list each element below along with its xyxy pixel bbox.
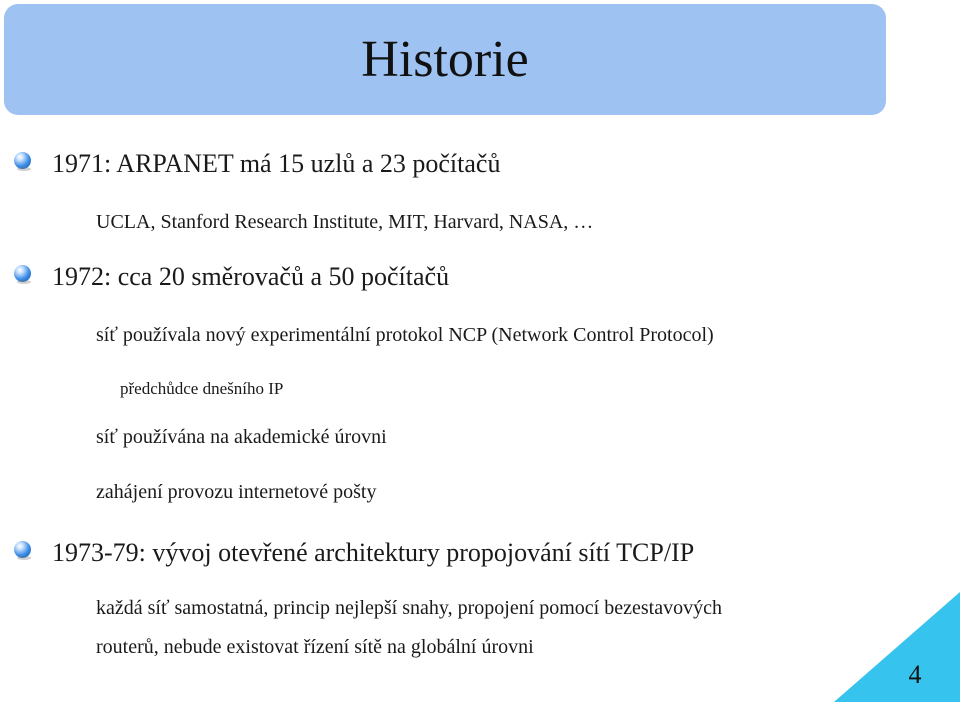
sub-line-routers: routerů, nebude existovat řízení sítě na globální úrovni [96,636,534,658]
bullet-line-1971: 1971: ARPANET má 15 uzlů a 23 počítačů [52,149,501,178]
sub-line-academic: síť používána na akademické úrovni [96,426,387,448]
slide-title: Historie [361,31,529,88]
bullet-line-1973: 1973-79: vývoj otevřené architektury propojování sítí TCP/IP [52,538,695,567]
bullet-icon [14,541,31,558]
page-number: 4 [908,660,922,689]
sub-sub-line-ip: předchůdce dnešního IP [120,379,284,398]
bullet-icon [14,265,31,282]
sub-line-independent-networks: každá síť samostatná, princip nejlepší snahy, propojení pomocí bezestavových [96,597,722,619]
sub-line-ucla: UCLA, Stanford Research Institute, MIT, Harvard, NASA, … [96,211,594,233]
bullet-icon [14,152,31,169]
sub-line-email: zahájení provozu internetové pošty [96,481,377,503]
corner-triangle-decoration [834,592,960,702]
sub-line-ncp: síť používala nový experimentální protokol NCP (Network Control Protocol) [96,324,714,346]
bullet-line-1972: 1972: cca 20 směrovačů a 50 počítačů [52,262,450,291]
